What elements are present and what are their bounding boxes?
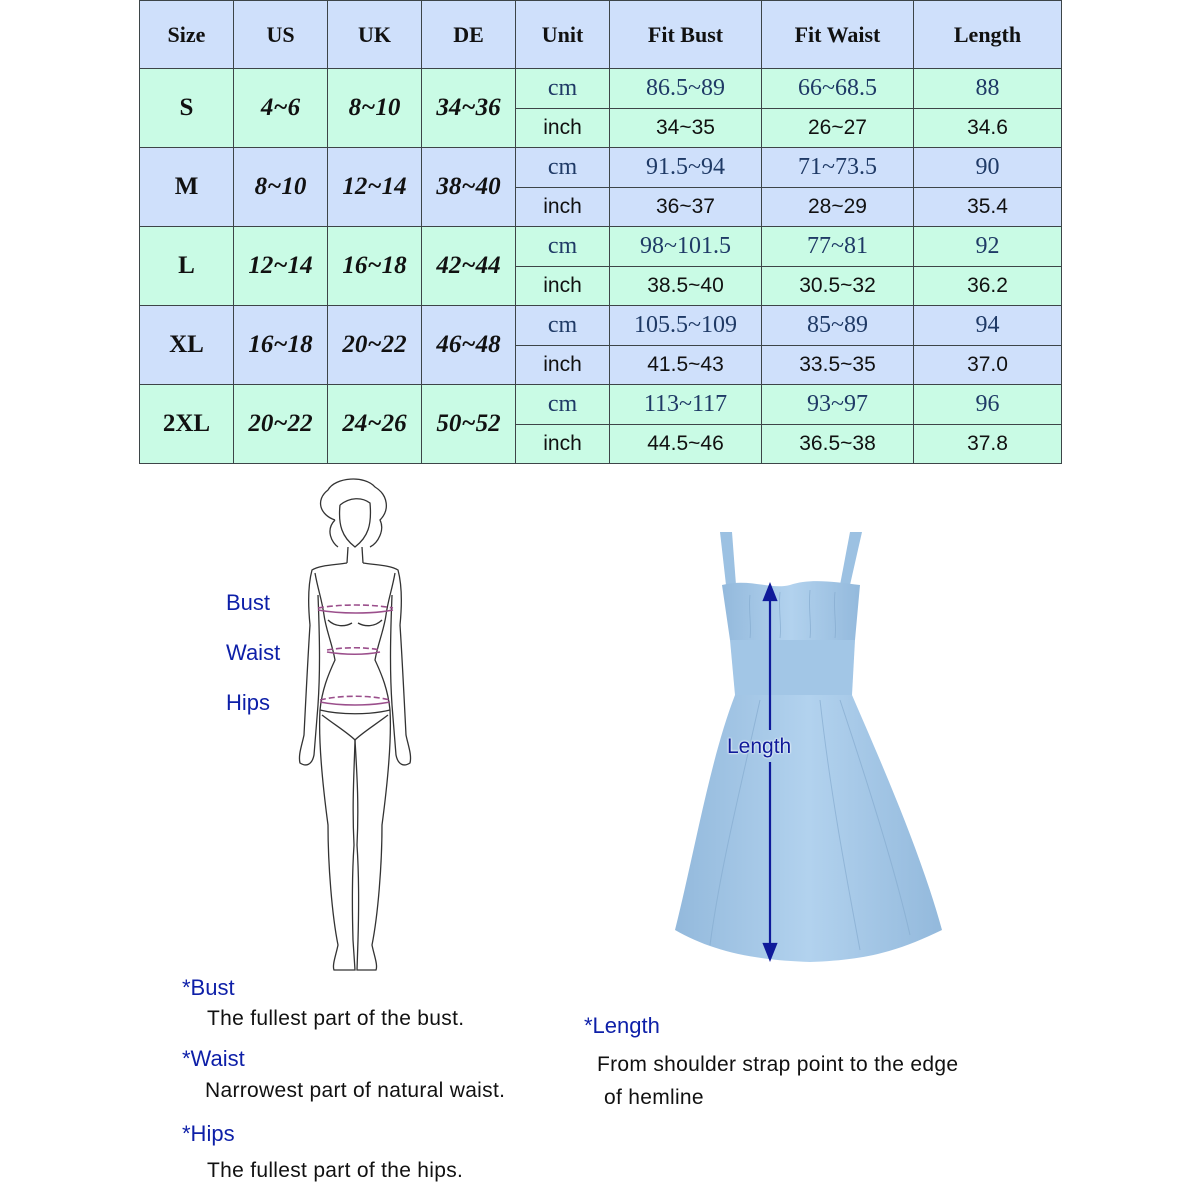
bust-cell: 113~117 [610,385,762,425]
de-cell: 34~36 [422,69,516,148]
length-cell: 34.6 [914,108,1062,148]
header-us: US [234,1,328,69]
hips-definition-title: *Hips [182,1121,235,1146]
bust-cell: 91.5~94 [610,148,762,188]
us-cell: 4~6 [234,69,328,148]
waist-cell: 71~73.5 [762,148,914,188]
table-row [140,148,1062,188]
bust-definition-text: The fullest part of the bust. [207,1007,465,1030]
length-cell: 37.8 [914,424,1062,464]
header-uk: UK [328,1,422,69]
size-cell: L [140,227,234,306]
waist-cell: 33.5~35 [762,345,914,385]
length-cell: 35.4 [914,187,1062,227]
size-cell: XL [140,306,234,385]
bust-definition-title: *Bust [182,975,235,1000]
waist-cell: 66~68.5 [762,69,914,109]
table-header-row [140,1,1062,69]
table-row [140,227,1062,267]
body-figure-illustration [280,475,430,975]
bust-cell: 44.5~46 [610,424,762,464]
waist-definition-title: *Waist [182,1046,245,1071]
unit-cell: cm [516,306,610,346]
unit-cell: cm [516,227,610,267]
uk-cell: 20~22 [328,306,422,385]
waist-cell: 77~81 [762,227,914,267]
length-definition-text-line2: of hemline [604,1086,704,1109]
length-cell: 37.0 [914,345,1062,385]
bust-cell: 38.5~40 [610,266,762,306]
de-cell: 50~52 [422,385,516,464]
size-cell: S [140,69,234,148]
size-chart-table [139,0,1062,464]
uk-cell: 12~14 [328,148,422,227]
header-unit: Unit [516,1,610,69]
uk-cell: 8~10 [328,69,422,148]
us-cell: 20~22 [234,385,328,464]
length-cell: 90 [914,148,1062,188]
length-cell: 92 [914,227,1062,267]
waist-label: Waist [226,640,281,665]
bust-cell: 36~37 [610,187,762,227]
unit-cell: inch [516,187,610,227]
bust-cell: 98~101.5 [610,227,762,267]
waist-cell: 30.5~32 [762,266,914,306]
table-row [140,69,1062,109]
header-fit-waist: Fit Waist [762,1,914,69]
length-cell: 88 [914,69,1062,109]
header-size: Size [140,1,234,69]
header-de: DE [422,1,516,69]
waist-cell: 28~29 [762,187,914,227]
us-cell: 12~14 [234,227,328,306]
length-diagram-label: Length [727,735,792,758]
unit-cell: inch [516,424,610,464]
size-cell: M [140,148,234,227]
length-cell: 96 [914,385,1062,425]
de-cell: 46~48 [422,306,516,385]
length-cell: 94 [914,306,1062,346]
us-cell: 8~10 [234,148,328,227]
waist-cell: 26~27 [762,108,914,148]
table-row [140,385,1062,425]
us-cell: 16~18 [234,306,328,385]
de-cell: 38~40 [422,148,516,227]
table-row [140,306,1062,346]
bust-label: Bust [226,590,271,615]
bust-cell: 34~35 [610,108,762,148]
bust-cell: 105.5~109 [610,306,762,346]
hips-definition-text: The fullest part of the hips. [207,1159,464,1182]
unit-cell: inch [516,345,610,385]
uk-cell: 24~26 [328,385,422,464]
length-cell: 36.2 [914,266,1062,306]
bust-cell: 41.5~43 [610,345,762,385]
waist-definition-text: Narrowest part of natural waist. [205,1079,506,1102]
waist-cell: 36.5~38 [762,424,914,464]
dress-illustration [670,530,950,970]
waist-cell: 93~97 [762,385,914,425]
unit-cell: cm [516,148,610,188]
unit-cell: inch [516,108,610,148]
hips-label: Hips [226,690,271,715]
header-length: Length [914,1,1062,69]
waist-cell: 85~89 [762,306,914,346]
unit-cell: cm [516,385,610,425]
unit-cell: inch [516,266,610,306]
length-definition-title: *Length [584,1013,660,1038]
de-cell: 42~44 [422,227,516,306]
length-definition-text-line1: From shoulder strap point to the edge [597,1053,959,1076]
bust-cell: 86.5~89 [610,69,762,109]
size-cell: 2XL [140,385,234,464]
header-fit-bust: Fit Bust [610,1,762,69]
unit-cell: cm [516,69,610,109]
uk-cell: 16~18 [328,227,422,306]
